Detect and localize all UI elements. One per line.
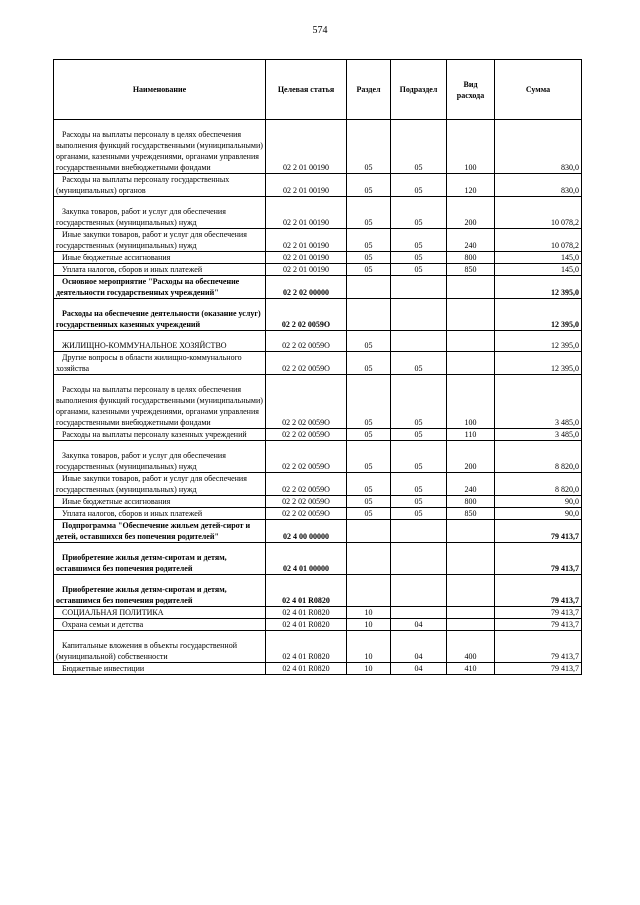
cell-section (347, 543, 391, 575)
cell-expense-type: 400 (447, 631, 495, 663)
table-row (54, 331, 582, 352)
cell-target-article: 02 2 01 00190 (266, 120, 347, 174)
cell-expense-type: 800 (447, 252, 495, 264)
cell-target-article: 02 2 01 00190 (266, 174, 347, 197)
cell-name: Приобретение жилья детям-сиротам и детям, оставшимся без попечения родителей (54, 575, 266, 607)
header-name: Наименование (54, 60, 266, 120)
cell-subsection: 05 (391, 375, 447, 429)
table-row (54, 352, 582, 375)
table-header-row (54, 60, 582, 120)
cell-name: Расходы на обеспечение деятельности (оказание услуг) государственных казенных учреждений (54, 299, 266, 331)
header-subsection: Подраздел (391, 60, 447, 120)
cell-name: Расходы на выплаты персоналу казенных учреждений (54, 429, 266, 441)
cell-target-article: 02 2 01 00190 (266, 197, 347, 229)
cell-expense-type (447, 575, 495, 607)
cell-name: Расходы на выплаты персоналу в целях обеспечения выполнения функций государственными (муниципальными) органами, казенными учреждениями, органами управления государственными внебюджетными фондами (54, 120, 266, 174)
cell-target-article: 02 2 02 0059О (266, 299, 347, 331)
cell-subsection: 05 (391, 429, 447, 441)
cell-sum: 79 413,7 (495, 607, 582, 619)
cell-target-article: 02 2 02 0059О (266, 508, 347, 520)
cell-section: 05 (347, 352, 391, 375)
cell-sum: 90,0 (495, 508, 582, 520)
cell-expense-type (447, 607, 495, 619)
cell-name: Закупка товаров, работ и услуг для обеспечения государственных (муниципальных) нужд (54, 441, 266, 473)
cell-subsection: 05 (391, 441, 447, 473)
cell-sum: 79 413,7 (495, 631, 582, 663)
cell-subsection: 05 (391, 197, 447, 229)
cell-section: 05 (347, 429, 391, 441)
cell-sum: 10 078,2 (495, 197, 582, 229)
cell-expense-type (447, 299, 495, 331)
cell-target-article: 02 4 01 R0820 (266, 619, 347, 631)
cell-target-article: 02 2 02 0059О (266, 496, 347, 508)
cell-section (347, 575, 391, 607)
cell-sum: 145,0 (495, 252, 582, 264)
cell-sum: 8 820,0 (495, 473, 582, 496)
cell-target-article: 02 4 01 R0820 (266, 631, 347, 663)
table-row (54, 631, 582, 663)
cell-sum: 12 395,0 (495, 352, 582, 375)
cell-subsection: 05 (391, 508, 447, 520)
table-row (54, 429, 582, 441)
cell-expense-type: 200 (447, 197, 495, 229)
cell-sum: 3 485,0 (495, 375, 582, 429)
table-row (54, 575, 582, 607)
cell-name: Уплата налогов, сборов и иных платежей (54, 264, 266, 276)
cell-sum: 79 413,7 (495, 619, 582, 631)
cell-name: Расходы на выплаты персоналу государственных (муниципальных) органов (54, 174, 266, 197)
cell-section: 05 (347, 252, 391, 264)
cell-section: 05 (347, 264, 391, 276)
table-row (54, 520, 582, 543)
table-row (54, 473, 582, 496)
cell-sum: 830,0 (495, 174, 582, 197)
cell-name: Расходы на выплаты персоналу в целях обеспечения выполнения функций государственными (муниципальными) органами, казенными учреждениями, органами управления государственными внебюджетными фондами (54, 375, 266, 429)
cell-target-article: 02 4 01 R0820 (266, 575, 347, 607)
table-row (54, 229, 582, 252)
cell-section: 05 (347, 120, 391, 174)
cell-expense-type: 100 (447, 120, 495, 174)
cell-sum: 3 485,0 (495, 429, 582, 441)
cell-sum: 79 413,7 (495, 663, 582, 675)
cell-subsection: 05 (391, 252, 447, 264)
cell-section: 10 (347, 619, 391, 631)
table-row (54, 508, 582, 520)
cell-sum: 8 820,0 (495, 441, 582, 473)
cell-section: 05 (347, 508, 391, 520)
cell-subsection: 05 (391, 229, 447, 252)
cell-target-article: 02 2 01 00190 (266, 264, 347, 276)
cell-expense-type (447, 352, 495, 375)
cell-name: Иные бюджетные ассигнования (54, 252, 266, 264)
cell-expense-type (447, 543, 495, 575)
cell-sum: 79 413,7 (495, 575, 582, 607)
cell-name: СОЦИАЛЬНАЯ ПОЛИТИКА (54, 607, 266, 619)
cell-section: 10 (347, 663, 391, 675)
cell-subsection (391, 607, 447, 619)
cell-name: Подпрограмма "Обеспечение жильем детей-сирот и детей, оставшихся без попечения родителей" (54, 520, 266, 543)
cell-name: Уплата налогов, сборов и иных платежей (54, 508, 266, 520)
table-row (54, 120, 582, 174)
cell-subsection: 05 (391, 473, 447, 496)
cell-target-article: 02 2 01 00190 (266, 252, 347, 264)
expenditure-table (53, 59, 582, 675)
cell-section: 05 (347, 331, 391, 352)
cell-expense-type: 100 (447, 375, 495, 429)
table-row (54, 441, 582, 473)
cell-name: Охрана семьи и детства (54, 619, 266, 631)
cell-subsection (391, 331, 447, 352)
table-row (54, 619, 582, 631)
cell-expense-type: 850 (447, 508, 495, 520)
cell-expense-type: 850 (447, 264, 495, 276)
cell-sum: 79 413,7 (495, 543, 582, 575)
cell-subsection: 05 (391, 496, 447, 508)
cell-subsection: 04 (391, 663, 447, 675)
cell-section (347, 276, 391, 299)
cell-name: Иные бюджетные ассигнования (54, 496, 266, 508)
cell-subsection (391, 520, 447, 543)
cell-expense-type: 200 (447, 441, 495, 473)
cell-sum: 12 395,0 (495, 331, 582, 352)
header-sum: Сумма (495, 60, 582, 120)
cell-target-article: 02 2 02 0059О (266, 429, 347, 441)
cell-expense-type: 240 (447, 473, 495, 496)
cell-sum: 145,0 (495, 264, 582, 276)
cell-target-article: 02 4 01 R0820 (266, 607, 347, 619)
cell-target-article: 02 4 01 00000 (266, 543, 347, 575)
cell-name: Приобретение жилья детям-сиротам и детям, оставшимся без попечения родителей (54, 543, 266, 575)
cell-target-article: 02 4 00 00000 (266, 520, 347, 543)
cell-section: 05 (347, 496, 391, 508)
header-target-article: Целевая статья (266, 60, 347, 120)
cell-subsection: 05 (391, 120, 447, 174)
table-row (54, 607, 582, 619)
table-row (54, 276, 582, 299)
cell-subsection: 04 (391, 631, 447, 663)
cell-expense-type (447, 619, 495, 631)
cell-name: Другие вопросы в области жилищно-коммунального хозяйства (54, 352, 266, 375)
cell-name: Бюджетные инвестиции (54, 663, 266, 675)
cell-section: 10 (347, 631, 391, 663)
cell-sum: 10 078,2 (495, 229, 582, 252)
cell-target-article: 02 2 02 0059О (266, 441, 347, 473)
table-row (54, 543, 582, 575)
cell-subsection: 04 (391, 619, 447, 631)
cell-section: 05 (347, 174, 391, 197)
cell-expense-type (447, 331, 495, 352)
cell-sum: 79 413,7 (495, 520, 582, 543)
cell-section: 05 (347, 229, 391, 252)
table-row (54, 252, 582, 264)
cell-target-article: 02 2 02 0059О (266, 375, 347, 429)
header-section: Раздел (347, 60, 391, 120)
cell-target-article: 02 2 02 0059О (266, 331, 347, 352)
table-row (54, 174, 582, 197)
cell-section (347, 520, 391, 543)
header-expense-type: Вид расхода (447, 60, 495, 120)
cell-sum: 12 395,0 (495, 276, 582, 299)
cell-subsection (391, 543, 447, 575)
cell-subsection (391, 299, 447, 331)
cell-name: Капитальные вложения в объекты государственной (муниципальной) собственности (54, 631, 266, 663)
cell-sum: 12 395,0 (495, 299, 582, 331)
cell-subsection: 05 (391, 174, 447, 197)
table-row (54, 264, 582, 276)
cell-name: Основное мероприятие "Расходы на обеспечение деятельности государственных учреждений" (54, 276, 266, 299)
table-row (54, 197, 582, 229)
cell-expense-type (447, 520, 495, 543)
cell-section (347, 299, 391, 331)
cell-expense-type (447, 276, 495, 299)
cell-target-article: 02 2 01 00190 (266, 229, 347, 252)
cell-name: Иные закупки товаров, работ и услуг для обеспечения государственных (муниципальных) нужд (54, 229, 266, 252)
cell-subsection: 05 (391, 264, 447, 276)
page-number: 574 (312, 25, 328, 36)
cell-section: 05 (347, 197, 391, 229)
cell-subsection (391, 276, 447, 299)
cell-subsection (391, 575, 447, 607)
cell-sum: 830,0 (495, 120, 582, 174)
cell-target-article: 02 2 02 0059О (266, 352, 347, 375)
cell-name: Иные закупки товаров, работ и услуг для обеспечения государственных (муниципальных) нужд (54, 473, 266, 496)
cell-section: 05 (347, 375, 391, 429)
cell-section: 05 (347, 441, 391, 473)
table-row (54, 375, 582, 429)
cell-section: 05 (347, 473, 391, 496)
cell-expense-type: 410 (447, 663, 495, 675)
cell-subsection: 05 (391, 352, 447, 375)
table-row (54, 663, 582, 675)
table-row (54, 496, 582, 508)
cell-expense-type: 240 (447, 229, 495, 252)
cell-target-article: 02 2 02 0059О (266, 473, 347, 496)
table-row (54, 299, 582, 331)
cell-target-article: 02 4 01 R0820 (266, 663, 347, 675)
cell-section: 10 (347, 607, 391, 619)
cell-sum: 90,0 (495, 496, 582, 508)
cell-name: ЖИЛИЩНО-КОММУНАЛЬНОЕ ХОЗЯЙСТВО (54, 331, 266, 352)
cell-name: Закупка товаров, работ и услуг для обеспечения государственных (муниципальных) нужд (54, 197, 266, 229)
cell-expense-type: 110 (447, 429, 495, 441)
cell-target-article: 02 2 02 00000 (266, 276, 347, 299)
cell-expense-type: 120 (447, 174, 495, 197)
cell-expense-type: 800 (447, 496, 495, 508)
